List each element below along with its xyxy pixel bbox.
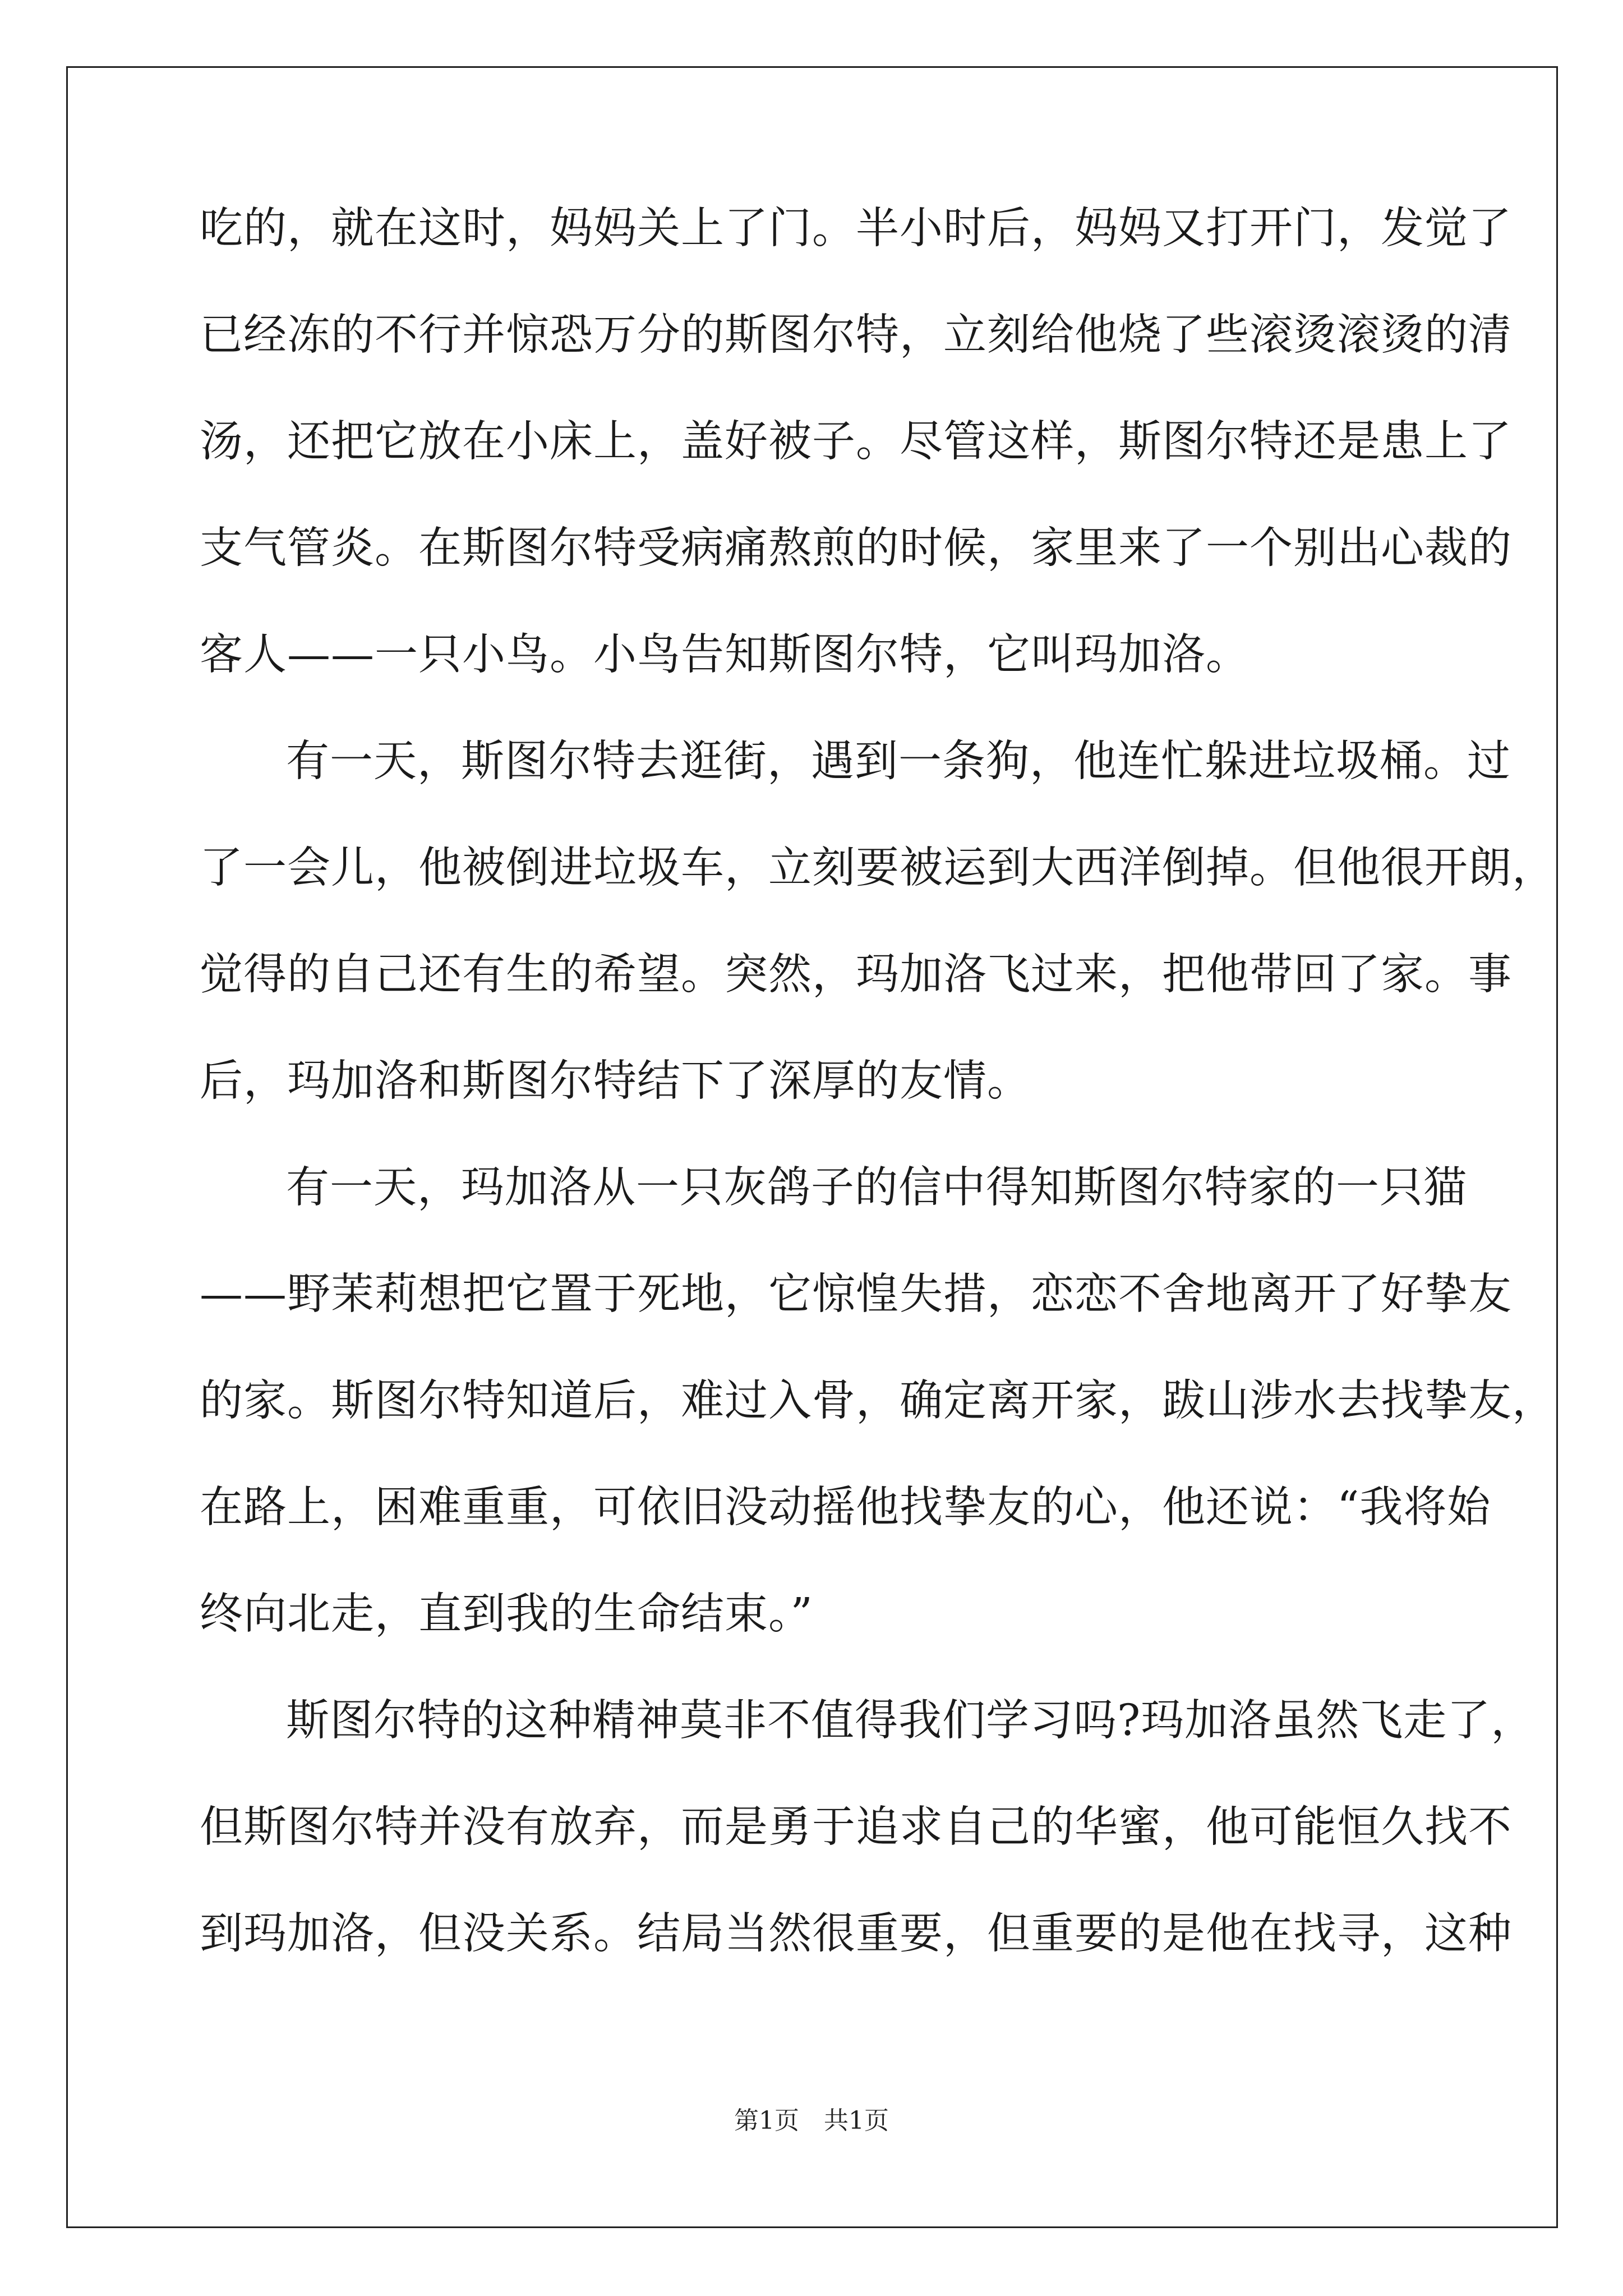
document-body	[200, 202, 1556, 2014]
text-line: 但斯图尔特并没有放弃，而是勇于追求自己的华蜜，他可能恒久找不	[200, 1802, 1512, 1852]
paragraph-1	[200, 202, 1512, 682]
text-line: 终向北走，直到我的生命结束。”	[200, 1589, 813, 1639]
text-line: 有一天，玛加洛从一只灰鸽子的信中得知斯图尔特家的一只猫	[286, 1163, 1467, 1213]
text-line: 吃的，就在这时，妈妈关上了门。半小时后，妈妈又打开门，发觉了	[200, 204, 1512, 254]
text-line: 的家。斯图尔特知道后，难过入骨，确定离开家，跋山涉水去找挚友，	[200, 1376, 1556, 1426]
text-line: 后，玛加洛和斯图尔特结下了深厚的友情。	[200, 1056, 1031, 1106]
text-line: 了一会儿，他被倒进垃圾车，立刻要被运到大西洋倒掉。但他很开朗，	[200, 843, 1556, 893]
page-footer	[0, 2105, 1623, 2137]
paragraph-2	[200, 735, 1556, 1108]
page-number: 第1页	[734, 2106, 799, 2135]
text-line: 有一天，斯图尔特去逛街，遇到一条狗，他连忙躲进垃圾桶。过	[286, 737, 1511, 786]
text-line: 到玛加洛，但没关系。结局当然很重要，但重要的是他在找寻，这种	[200, 1909, 1512, 1959]
text-line: 觉得的自己还有生的希望。突然，玛加洛飞过来，把他带回了家。事	[200, 950, 1512, 1000]
text-line: 斯图尔特的这种精神莫非不值得我们学习吗?玛加洛虽然飞走了，	[286, 1696, 1535, 1746]
text-line: 支气管炎。在斯图尔特受病痛熬煎的时候，家里来了一个别出心裁的	[200, 523, 1512, 573]
page-total: 共1页	[824, 2106, 889, 2135]
paragraph-3	[200, 1161, 1556, 1641]
text-line: 汤，还把它放在小床上，盖好被子。尽管这样，斯图尔特还是患上了	[200, 417, 1512, 467]
text-line: ——野茉莉想把它置于死地，它惊惶失措，恋恋不舍地离开了好挚友	[200, 1269, 1512, 1319]
text-line: 已经冻的不行并惊恐万分的斯图尔特，立刻给他烧了些滚烫滚烫的清	[200, 310, 1512, 360]
text-line: 在路上，困难重重，可依旧没动摇他找挚友的心，他还说：“我将始	[200, 1483, 1491, 1533]
text-line: 客人——一只小鸟。小鸟告知斯图尔特，它叫玛加洛。	[200, 630, 1249, 680]
paragraph-4	[200, 1694, 1535, 1961]
